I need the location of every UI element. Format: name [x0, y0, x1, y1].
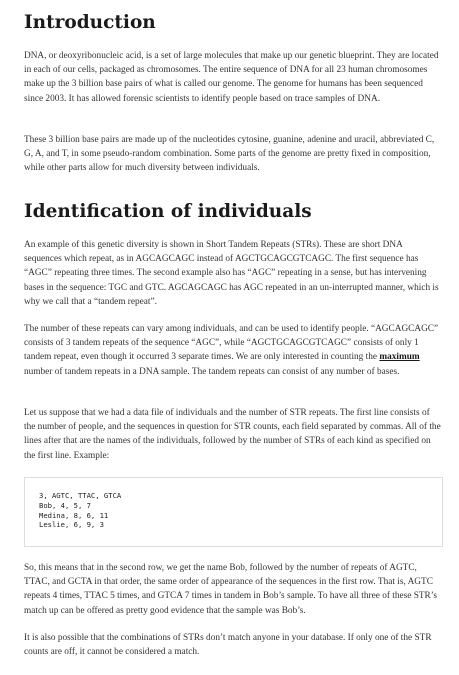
code-line: Leslie, 6, 9, 3 [39, 520, 104, 530]
identification-heading: Identification of individuals [24, 201, 312, 222]
identification-paragraph-5: It is also possible that the combinations of STRs don’t match anyone in your database. If only one of the STR counts are off, it cannot be considered a match. [24, 633, 432, 658]
intro-paragraph-2: These 3 billion base pairs are made up of the nucleotides cytosine, guanine, adenine and uracil, abbreviated C, G, A, and T, in some pseudo-random combination. Some parts of the genome are pretty fixed in composition, while other parts allow for much diversity between individuals. [24, 135, 435, 174]
identification-paragraph-1: An example of this genetic diversity is shown in Short Tandem Repeats (STRs). These are short DNA sequences which repeat, as in AGCAGCAGC instead of AGCTGCAGCGTCAGC. The first sequence has “AGC” repeating three times. The second example also has “AGC” repeating in a sense, but has intervening bases in the sequence: TGC and GTC. AGCAGCAGC has AGC repeated in an un-interrupted manner, which is why we call that a “tandem repeat”. [24, 240, 439, 307]
p2-text-before: The number of these repeats can vary among individuals, and can be used to identify people. “AGCAGCAGC” consists of 3 tandem repeats of the sequence “AGC”, while “AGCTGCAGCGTCAGC” consists of only 1 tandem repeat, even though it occurred 3 separate times. We are only interested in counting the [24, 324, 439, 363]
intro-heading: Introduction [24, 12, 156, 33]
code-example-block [24, 477, 443, 547]
identification-paragraph-4: So, this means that in the second row, we get the name Bob, followed by the number of repeats of AGTC, TTAC, and GCTA in that order, the same order of appearance of the sequences in the first row. That is, AGTC repeats 4 times, TTAC 5 times, and GTCA 7 times in tandem in Bob’s sample. To have all three of these STR’s match up can be offered as pretty good evidence that the sample was Bob’s. [24, 563, 437, 616]
identification-paragraph-2 [24, 322, 442, 379]
intro-paragraph-1: DNA, or deoxyribonucleic acid, is a set of large molecules that make up our genetic blueprint. They are located in each of our cells, packaged as chromosomes. The entire sequence of DNA for all 23 human chromosomes make up the 3 billion base pairs of what is called our genome. The genome for humans has been sequenced since 2003. It has allowed forensic scientists to identify people based on trace samples of DNA. [24, 51, 439, 104]
code-line: Bob, 4, 5, 7 [39, 500, 91, 510]
code-line: Medina, 8, 6, 11 [39, 510, 109, 520]
p2-text-after: number of tandem repeats in a DNA sample. The tandem repeats can consist of any number of bases. [24, 366, 400, 377]
maximum-emphasis: maximum [379, 352, 420, 363]
code-line: 3, AGTC, TTAC, GTCA [39, 491, 122, 500]
identification-paragraph-3: Let us suppose that we had a data file of individuals and the number of STR repeats. The first line consists of the number of people, and the sequences in question for STR counts, each field separated by commas. All of the lines after that are the names of the individuals, followed by the number of STRs of each kind as specified on the first line. Example: [24, 408, 441, 461]
